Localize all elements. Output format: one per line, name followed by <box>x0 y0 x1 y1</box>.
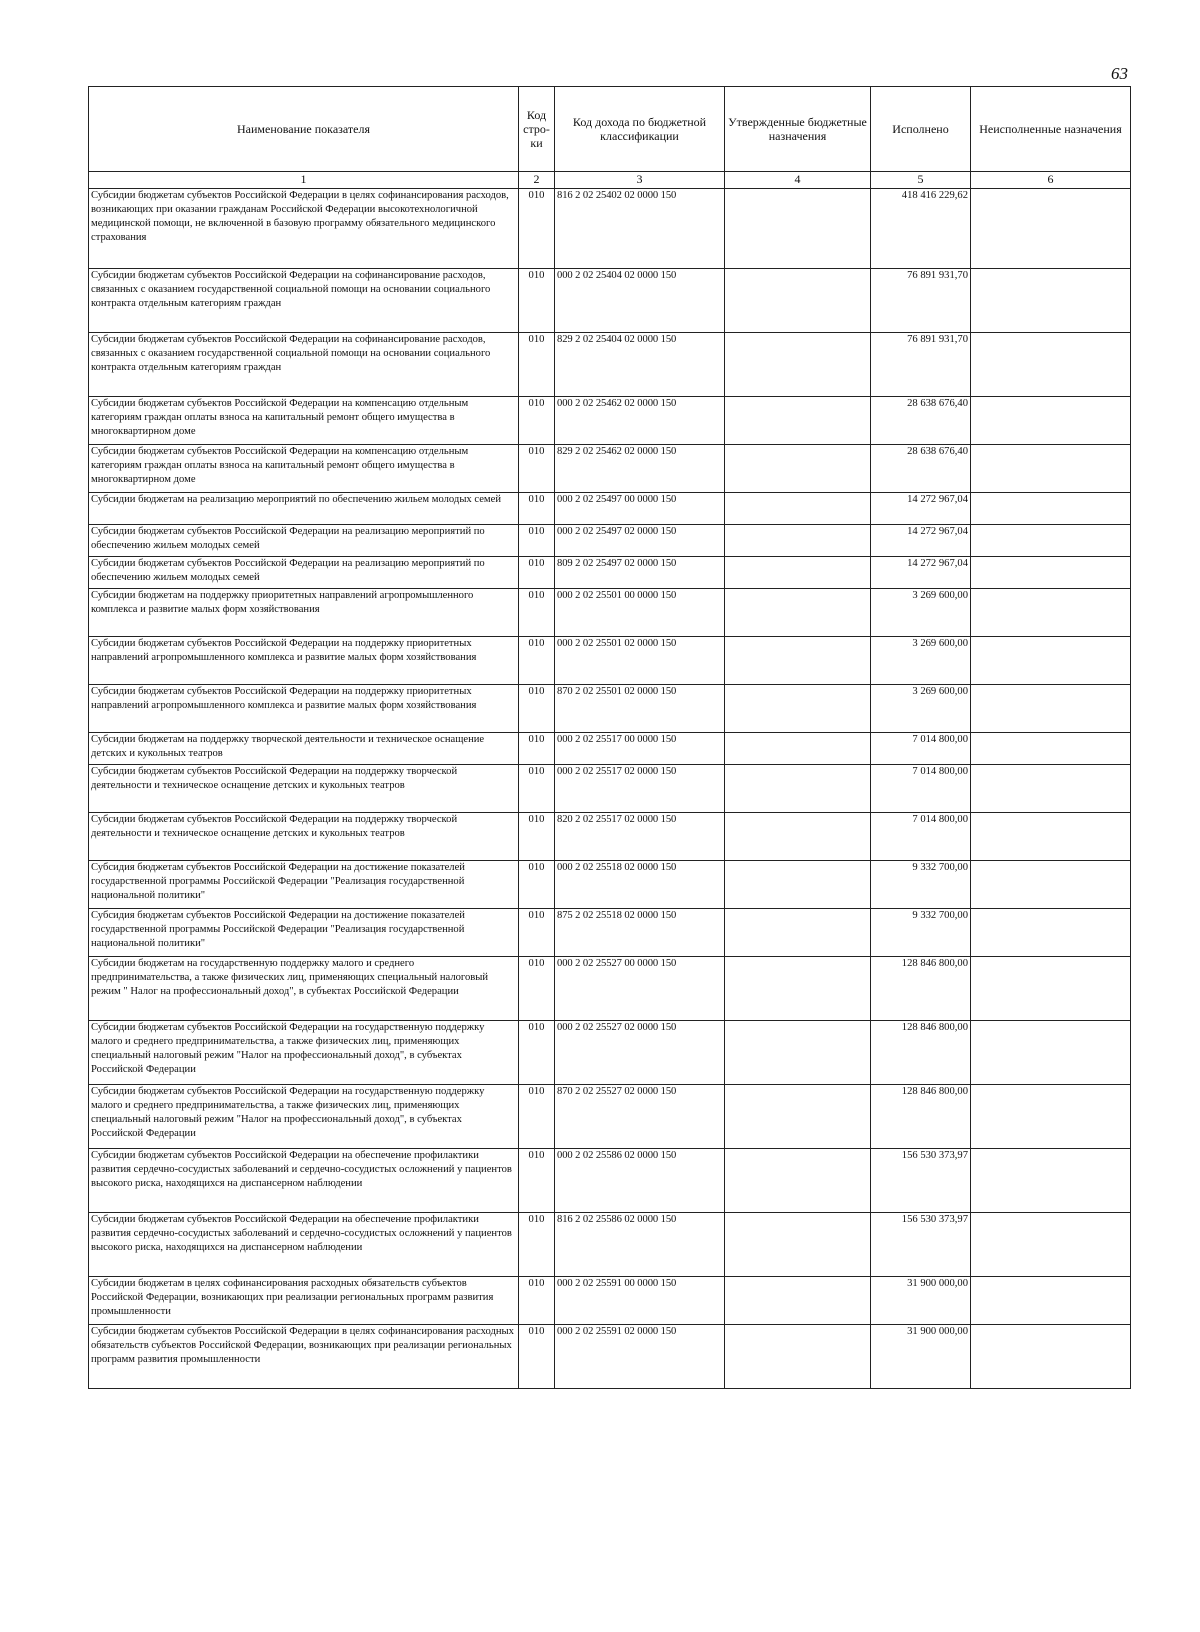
row-executed: 156 530 373,97 <box>871 1213 971 1277</box>
table-row <box>89 637 1131 685</box>
table-row <box>89 813 1131 861</box>
header-income-code: Код дохода по бюджетной классификации <box>555 87 725 172</box>
table-row <box>89 957 1131 1021</box>
row-executed: 156 530 373,97 <box>871 1149 971 1213</box>
table-row <box>89 1325 1131 1389</box>
row-approved <box>725 397 871 445</box>
row-line-code: 010 <box>519 445 555 493</box>
row-name: Субсидии бюджетам на поддержку творческой деятельности и техническое оснащение детских и кукольных театров <box>89 733 519 765</box>
row-approved <box>725 1213 871 1277</box>
row-unexecuted <box>971 1277 1131 1325</box>
row-income-code: 000 2 02 25518 02 0000 150 <box>555 861 725 909</box>
row-unexecuted <box>971 189 1131 269</box>
row-executed: 9 332 700,00 <box>871 909 971 957</box>
row-income-code: 000 2 02 25517 02 0000 150 <box>555 765 725 813</box>
row-line-code: 010 <box>519 493 555 525</box>
column-number: 4 <box>725 172 871 189</box>
row-approved <box>725 733 871 765</box>
row-executed: 7 014 800,00 <box>871 733 971 765</box>
row-unexecuted <box>971 525 1131 557</box>
row-name: Субсидии бюджетам на поддержку приоритетных направлений агропромышленного комплекса и развитие малых форм хозяйствования <box>89 589 519 637</box>
row-line-code: 010 <box>519 685 555 733</box>
table-body <box>89 189 1131 1389</box>
table-row <box>89 909 1131 957</box>
row-executed: 9 332 700,00 <box>871 861 971 909</box>
row-approved <box>725 445 871 493</box>
row-approved <box>725 589 871 637</box>
row-income-code: 000 2 02 25591 00 0000 150 <box>555 1277 725 1325</box>
row-name: Субсидии бюджетам субъектов Российской Федерации на компенсацию отдельным категориям граждан оплаты взноса на капитальный ремонт общего имущества в многоквартирном доме <box>89 397 519 445</box>
row-line-code: 010 <box>519 733 555 765</box>
row-line-code: 010 <box>519 525 555 557</box>
row-approved <box>725 1149 871 1213</box>
row-unexecuted <box>971 445 1131 493</box>
row-income-code: 000 2 02 25497 00 0000 150 <box>555 493 725 525</box>
row-unexecuted <box>971 909 1131 957</box>
row-executed: 3 269 600,00 <box>871 685 971 733</box>
row-name: Субсидии бюджетам субъектов Российской Федерации на софинансирование расходов, связанных с оказанием государственной социальной помощи на основании социального контракта отдельным категориям граждан <box>89 269 519 333</box>
row-approved <box>725 1085 871 1149</box>
table-row <box>89 589 1131 637</box>
row-unexecuted <box>971 813 1131 861</box>
row-unexecuted <box>971 733 1131 765</box>
row-line-code: 010 <box>519 1085 555 1149</box>
row-executed: 14 272 967,04 <box>871 525 971 557</box>
row-approved <box>725 333 871 397</box>
row-name: Субсидия бюджетам субъектов Российской Федерации на достижение показателей государственной программы Российской Федерации "Реализация государственной национальной политики" <box>89 909 519 957</box>
table-row <box>89 733 1131 765</box>
row-unexecuted <box>971 589 1131 637</box>
row-executed: 31 900 000,00 <box>871 1277 971 1325</box>
row-unexecuted <box>971 397 1131 445</box>
row-approved <box>725 493 871 525</box>
row-executed: 28 638 676,40 <box>871 397 971 445</box>
row-approved <box>725 685 871 733</box>
row-approved <box>725 1021 871 1085</box>
row-executed: 418 416 229,62 <box>871 189 971 269</box>
row-line-code: 010 <box>519 1021 555 1085</box>
header-name: Наименование показателя <box>89 87 519 172</box>
row-income-code: 000 2 02 25501 00 0000 150 <box>555 589 725 637</box>
budget-execution-table <box>88 86 1131 1389</box>
row-name: Субсидии бюджетам на государственную поддержку малого и среднего предпринимательства, а также физических лиц, применяющих специальный налоговый режим " Налог на профессиональный доход", в субъектах Российской Федерации <box>89 957 519 1021</box>
row-name: Субсидии бюджетам субъектов Российской Федерации на государственную поддержку малого и среднего предпринимательства, а также физических лиц, применяющих специальный налоговый режим "Налог на профессиональный доход", в субъектах Российской Федерации <box>89 1021 519 1085</box>
row-income-code: 000 2 02 25527 02 0000 150 <box>555 1021 725 1085</box>
table-row <box>89 525 1131 557</box>
row-line-code: 010 <box>519 813 555 861</box>
row-approved <box>725 765 871 813</box>
table-row <box>89 1213 1131 1277</box>
row-executed: 76 891 931,70 <box>871 333 971 397</box>
row-line-code: 010 <box>519 1277 555 1325</box>
row-executed: 128 846 800,00 <box>871 957 971 1021</box>
row-income-code: 820 2 02 25517 02 0000 150 <box>555 813 725 861</box>
row-name: Субсидии бюджетам субъектов Российской Федерации на компенсацию отдельным категориям граждан оплаты взноса на капитальный ремонт общего имущества в многоквартирном доме <box>89 445 519 493</box>
row-unexecuted <box>971 861 1131 909</box>
table-row <box>89 765 1131 813</box>
row-approved <box>725 637 871 685</box>
row-line-code: 010 <box>519 1213 555 1277</box>
table-row <box>89 269 1131 333</box>
table-row <box>89 1085 1131 1149</box>
row-income-code: 870 2 02 25501 02 0000 150 <box>555 685 725 733</box>
row-line-code: 010 <box>519 637 555 685</box>
row-line-code: 010 <box>519 333 555 397</box>
row-income-code: 809 2 02 25497 02 0000 150 <box>555 557 725 589</box>
column-number: 1 <box>89 172 519 189</box>
row-unexecuted <box>971 957 1131 1021</box>
row-approved <box>725 269 871 333</box>
row-name: Субсидии бюджетам субъектов Российской Федерации на обеспечение профилактики развития сердечно-сосудистых заболеваний и сердечно-сосудистых осложнений у пациентов высокого риска, находящихся на диспансерном наблюдении <box>89 1213 519 1277</box>
row-income-code: 829 2 02 25404 02 0000 150 <box>555 333 725 397</box>
header-executed: Исполнено <box>871 87 971 172</box>
table-row <box>89 685 1131 733</box>
row-approved <box>725 909 871 957</box>
row-unexecuted <box>971 557 1131 589</box>
table-row <box>89 861 1131 909</box>
row-income-code: 816 2 02 25402 02 0000 150 <box>555 189 725 269</box>
row-approved <box>725 957 871 1021</box>
row-unexecuted <box>971 685 1131 733</box>
row-income-code: 000 2 02 25591 02 0000 150 <box>555 1325 725 1389</box>
row-name: Субсидии бюджетам субъектов Российской Федерации на софинансирование расходов, связанных с оказанием государственной социальной помощи на основании социального контракта отдельным категориям граждан <box>89 333 519 397</box>
row-line-code: 010 <box>519 589 555 637</box>
row-unexecuted <box>971 1149 1131 1213</box>
row-approved <box>725 557 871 589</box>
column-number: 6 <box>971 172 1131 189</box>
page-number: 63 <box>1111 64 1128 83</box>
row-executed: 3 269 600,00 <box>871 637 971 685</box>
column-number: 2 <box>519 172 555 189</box>
row-unexecuted <box>971 1213 1131 1277</box>
row-name: Субсидия бюджетам субъектов Российской Федерации на достижение показателей государственной программы Российской Федерации "Реализация государственной национальной политики" <box>89 861 519 909</box>
row-unexecuted <box>971 1021 1131 1085</box>
row-name: Субсидии бюджетам субъектов Российской Федерации в целях софинансирования расходных обязательств субъектов Российской Федерации, возникающих при реализации региональных программ развития промышленности <box>89 1325 519 1389</box>
row-name: Субсидии бюджетам субъектов Российской Федерации на поддержку творческой деятельности и техническое оснащение детских и кукольных театров <box>89 765 519 813</box>
row-unexecuted <box>971 269 1131 333</box>
row-executed: 128 846 800,00 <box>871 1085 971 1149</box>
row-line-code: 010 <box>519 765 555 813</box>
row-approved <box>725 861 871 909</box>
table-row <box>89 1149 1131 1213</box>
row-income-code: 816 2 02 25586 02 0000 150 <box>555 1213 725 1277</box>
row-approved <box>725 1277 871 1325</box>
row-income-code: 000 2 02 25527 00 0000 150 <box>555 957 725 1021</box>
row-name: Субсидии бюджетам субъектов Российской Федерации в целях софинансирования расходов, возникающих при оказании гражданам Российской Федерации высокотехнологичной медицинской помощи, не включенной в базовую программу обязательного медицинского страхования <box>89 189 519 269</box>
row-unexecuted <box>971 765 1131 813</box>
row-income-code: 829 2 02 25462 02 0000 150 <box>555 445 725 493</box>
row-executed: 7 014 800,00 <box>871 765 971 813</box>
row-income-code: 875 2 02 25518 02 0000 150 <box>555 909 725 957</box>
row-line-code: 010 <box>519 397 555 445</box>
row-income-code: 870 2 02 25527 02 0000 150 <box>555 1085 725 1149</box>
row-name: Субсидии бюджетам субъектов Российской Федерации на поддержку творческой деятельности и техническое оснащение детских и кукольных театров <box>89 813 519 861</box>
header-unexecuted: Неисполненные назначения <box>971 87 1131 172</box>
row-executed: 3 269 600,00 <box>871 589 971 637</box>
row-executed: 28 638 676,40 <box>871 445 971 493</box>
table-row <box>89 445 1131 493</box>
row-line-code: 010 <box>519 957 555 1021</box>
row-executed: 14 272 967,04 <box>871 557 971 589</box>
row-line-code: 010 <box>519 269 555 333</box>
row-income-code: 000 2 02 25462 02 0000 150 <box>555 397 725 445</box>
table-row <box>89 557 1131 589</box>
row-income-code: 000 2 02 25497 02 0000 150 <box>555 525 725 557</box>
row-unexecuted <box>971 333 1131 397</box>
row-executed: 31 900 000,00 <box>871 1325 971 1389</box>
row-line-code: 010 <box>519 909 555 957</box>
row-executed: 128 846 800,00 <box>871 1021 971 1085</box>
table-row <box>89 397 1131 445</box>
row-name: Субсидии бюджетам субъектов Российской Федерации на государственную поддержку малого и среднего предпринимательства, а также физических лиц, применяющих специальный налоговый режим "Налог на профессиональный доход", в субъектах Российской Федерации <box>89 1085 519 1149</box>
row-line-code: 010 <box>519 1325 555 1389</box>
row-unexecuted <box>971 637 1131 685</box>
row-approved <box>725 525 871 557</box>
row-unexecuted <box>971 1325 1131 1389</box>
table-row <box>89 333 1131 397</box>
table-row <box>89 1021 1131 1085</box>
header-row <box>89 87 1131 172</box>
row-approved <box>725 189 871 269</box>
row-unexecuted <box>971 493 1131 525</box>
row-line-code: 010 <box>519 861 555 909</box>
row-approved <box>725 1325 871 1389</box>
row-approved <box>725 813 871 861</box>
row-income-code: 000 2 02 25586 02 0000 150 <box>555 1149 725 1213</box>
column-number: 3 <box>555 172 725 189</box>
row-executed: 7 014 800,00 <box>871 813 971 861</box>
row-name: Субсидии бюджетам на реализацию мероприятий по обеспечению жильем молодых семей <box>89 493 519 525</box>
row-name: Субсидии бюджетам субъектов Российской Федерации на обеспечение профилактики развития сердечно-сосудистых заболеваний и сердечно-сосудистых осложнений у пациентов высокого риска, находящихся на диспансерном наблюдении <box>89 1149 519 1213</box>
row-income-code: 000 2 02 25501 02 0000 150 <box>555 637 725 685</box>
row-line-code: 010 <box>519 1149 555 1213</box>
row-income-code: 000 2 02 25517 00 0000 150 <box>555 733 725 765</box>
row-income-code: 000 2 02 25404 02 0000 150 <box>555 269 725 333</box>
row-name: Субсидии бюджетам субъектов Российской Федерации на поддержку приоритетных направлений агропромышленного комплекса и развитие малых форм хозяйствования <box>89 685 519 733</box>
header-approved: Утвержденные бюджетные назначения <box>725 87 871 172</box>
row-line-code: 010 <box>519 557 555 589</box>
row-name: Субсидии бюджетам в целях софинансирования расходных обязательств субъектов Российской Федерации, возникающих при реализации региональных программ развития промышленности <box>89 1277 519 1325</box>
row-name: Субсидии бюджетам субъектов Российской Федерации на реализацию мероприятий по обеспечению жильем молодых семей <box>89 557 519 589</box>
column-number-row <box>89 172 1131 189</box>
table-row <box>89 1277 1131 1325</box>
table-row <box>89 189 1131 269</box>
header-line-code: Код стро-ки <box>519 87 555 172</box>
row-executed: 14 272 967,04 <box>871 493 971 525</box>
row-line-code: 010 <box>519 189 555 269</box>
row-name: Субсидии бюджетам субъектов Российской Федерации на реализацию мероприятий по обеспечению жильем молодых семей <box>89 525 519 557</box>
column-number: 5 <box>871 172 971 189</box>
table-row <box>89 493 1131 525</box>
row-unexecuted <box>971 1085 1131 1149</box>
row-name: Субсидии бюджетам субъектов Российской Федерации на поддержку приоритетных направлений агропромышленного комплекса и развитие малых форм хозяйствования <box>89 637 519 685</box>
row-executed: 76 891 931,70 <box>871 269 971 333</box>
